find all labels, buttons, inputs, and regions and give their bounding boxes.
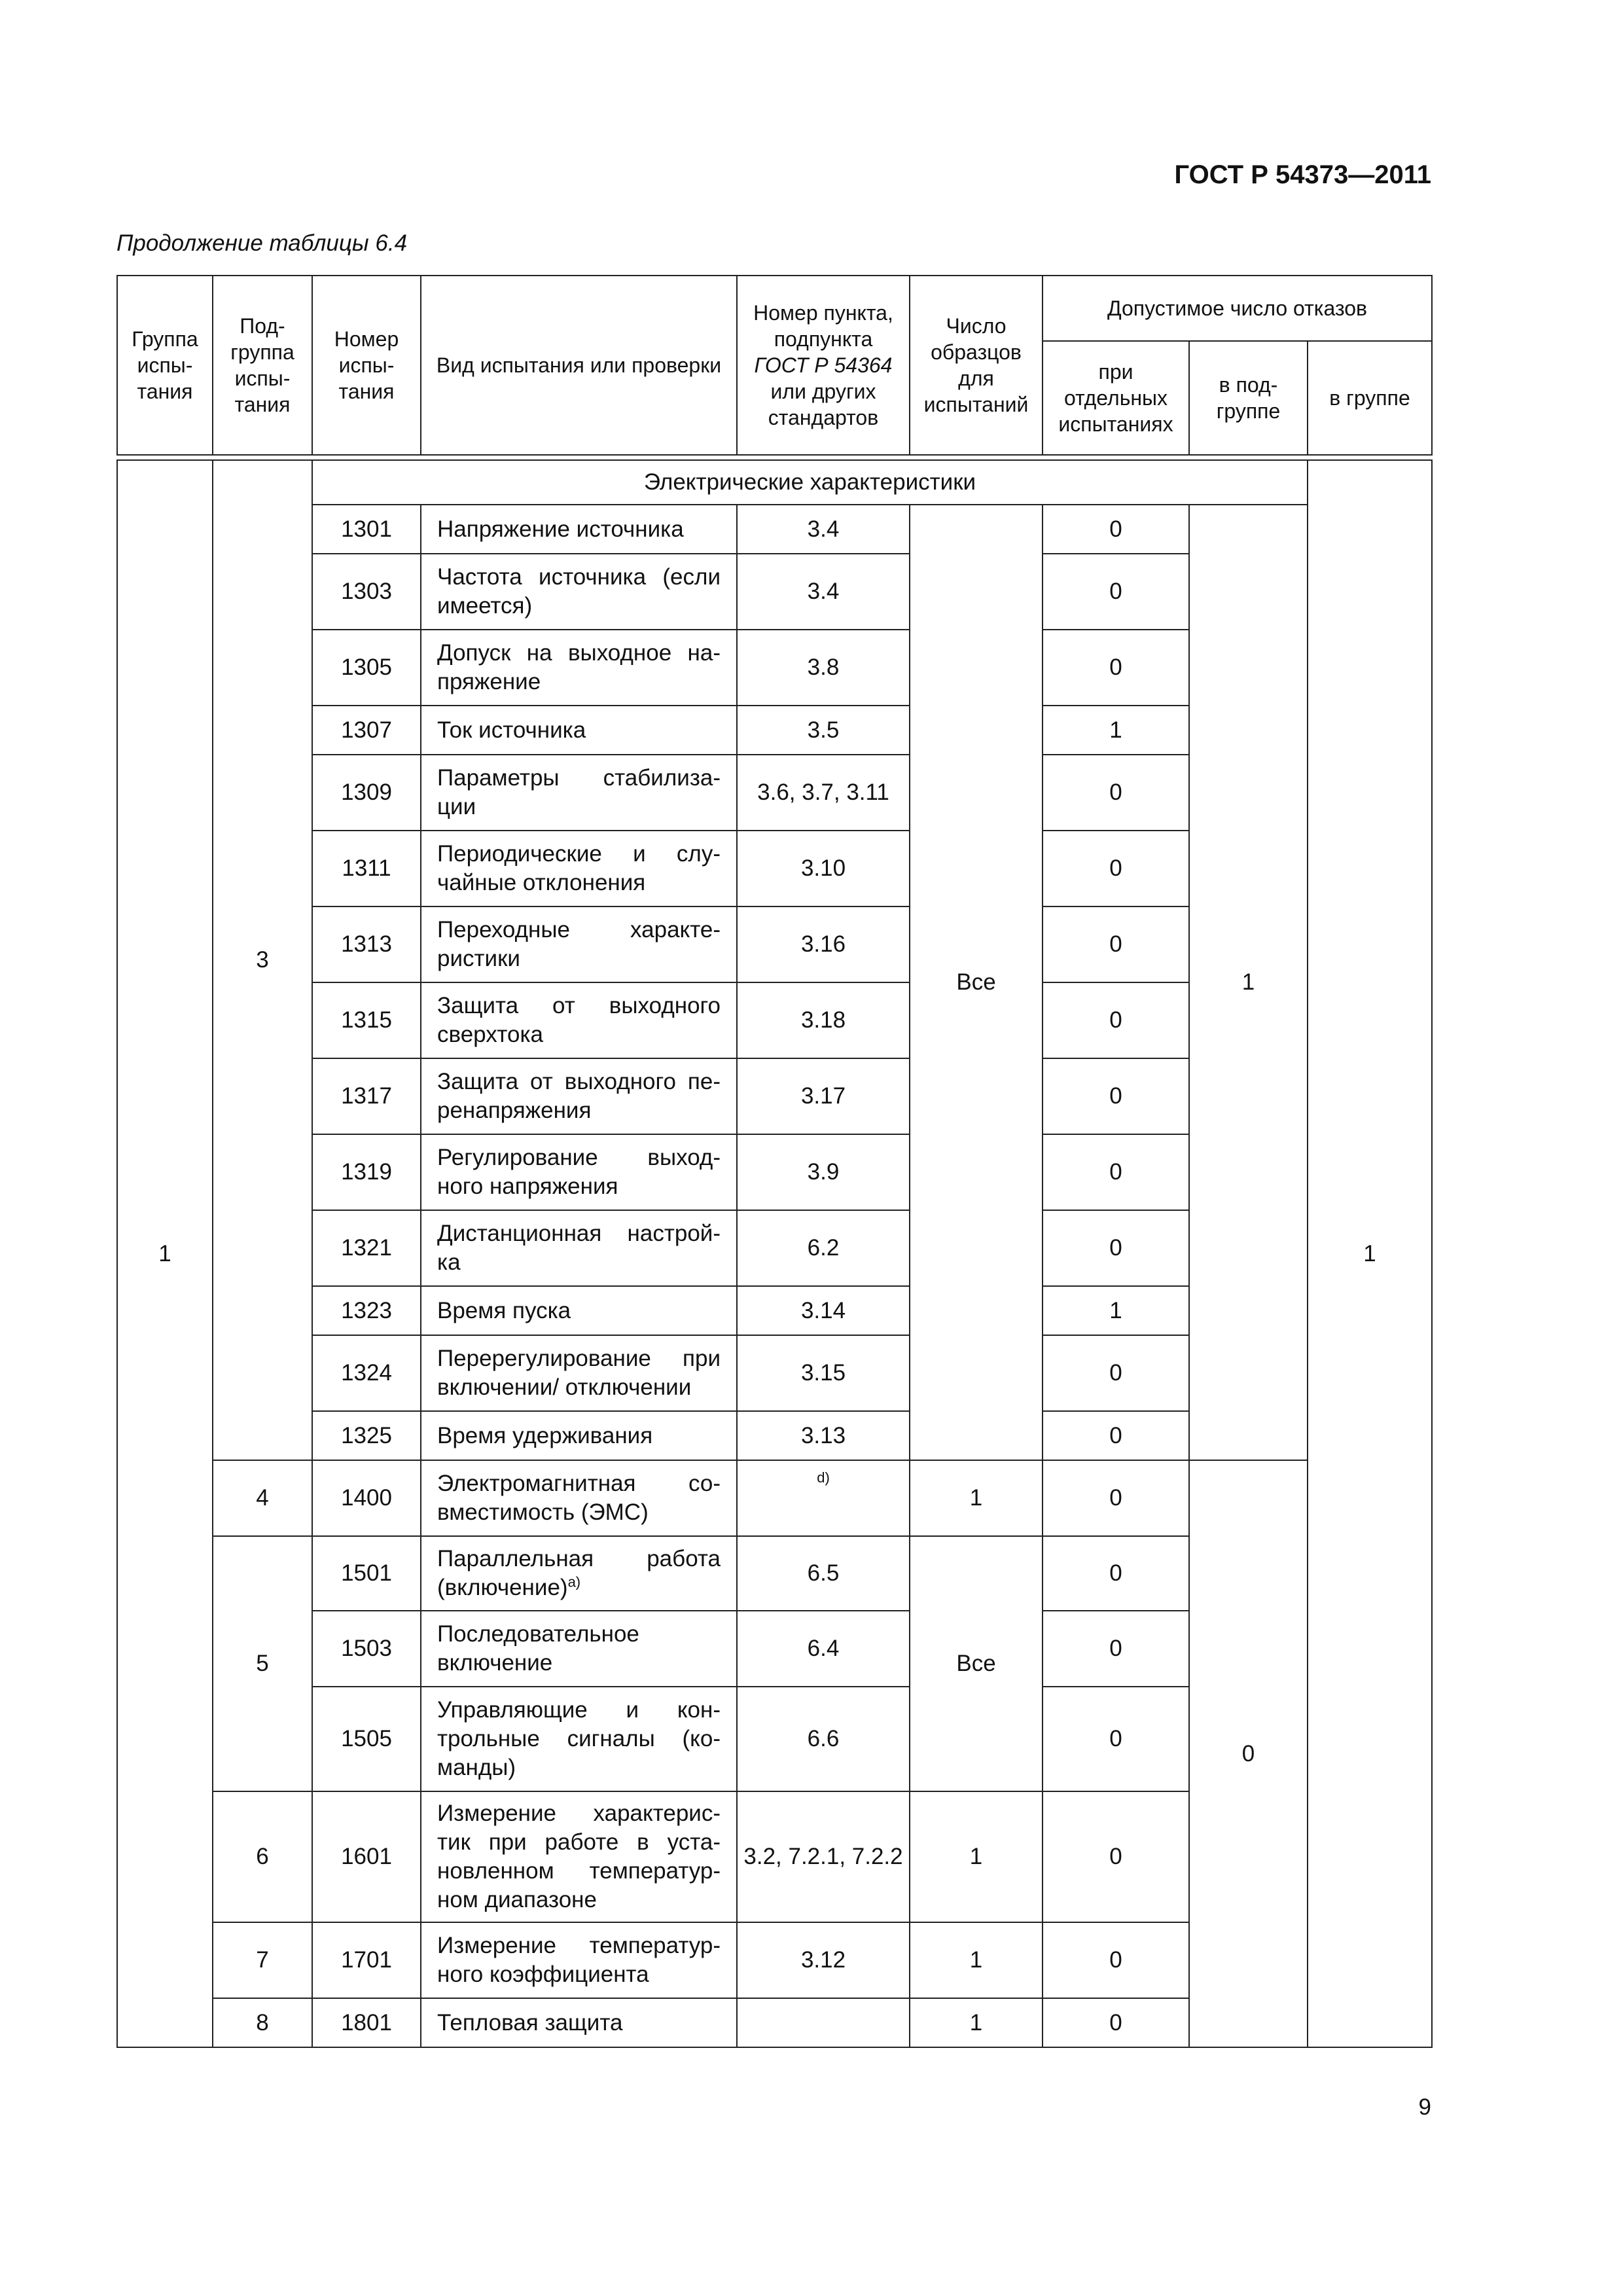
subgroup-fail-cell-3: 1: [1189, 505, 1308, 1460]
page-number: 9: [1418, 2094, 1431, 2120]
test-fail: 0: [1043, 1335, 1189, 1411]
test-fail: 0: [1043, 755, 1189, 831]
test-clause: [737, 1998, 910, 2047]
test-table: [116, 275, 1433, 2048]
test-number: 1301: [312, 505, 421, 554]
test-clause: 3.14: [737, 1286, 910, 1335]
test-samples: 1: [910, 1460, 1043, 1536]
test-description: Управляющие и кон-трольные сигналы (ко-манды): [421, 1687, 737, 1791]
test-description: Тепловая защита: [421, 1998, 737, 2047]
test-number: 1317: [312, 1058, 421, 1134]
samples-cell-3: Все: [910, 505, 1043, 1460]
test-clause: 6.4: [737, 1611, 910, 1687]
test-fail: 0: [1043, 1611, 1189, 1687]
test-fail: 0: [1043, 505, 1189, 554]
test-fail: 0: [1043, 1460, 1189, 1536]
test-description: Ток источника: [421, 706, 737, 755]
col-header-clause-std: ГОСТ Р 54364: [754, 353, 893, 377]
col-header-number: Номер испы-тания: [312, 276, 421, 455]
subgroup-cell-5: 5: [213, 1536, 312, 1791]
test-fail: 0: [1043, 982, 1189, 1058]
test-clause: 3.6, 3.7, 3.11: [737, 755, 910, 831]
col-header-fail-subgroup: в под-группе: [1189, 341, 1308, 455]
group-fail-cell: 1: [1308, 460, 1432, 2047]
test-description: Переходные характе-ристики: [421, 906, 737, 982]
col-header-subgroup: Под-группа испы-тания: [213, 276, 312, 455]
test-clause-footnote: d): [737, 1460, 910, 1536]
group-cell: 1: [117, 460, 213, 2047]
col-header-kind: Вид испытания или проверки: [421, 276, 737, 455]
test-fail: 0: [1043, 554, 1189, 630]
test-description: [421, 1536, 737, 1611]
test-number: 1321: [312, 1210, 421, 1286]
test-fail: 0: [1043, 1134, 1189, 1210]
test-number: 1801: [312, 1998, 421, 2047]
test-fail: 0: [1043, 831, 1189, 906]
col-header-fail-group: в группе: [1308, 341, 1432, 455]
test-clause: 3.4: [737, 554, 910, 630]
subgroup-cell-7: 7: [213, 1922, 312, 1998]
table-caption: Продолжение таблицы 6.4: [116, 230, 408, 256]
samples-cell-5: Все: [910, 1536, 1043, 1791]
col-header-clause-post: или других стандартов: [768, 380, 879, 429]
test-fail: 1: [1043, 706, 1189, 755]
test-number: 1313: [312, 906, 421, 982]
test-number: 1324: [312, 1335, 421, 1411]
test-fail: 0: [1043, 1411, 1189, 1460]
test-number: 1400: [312, 1460, 421, 1536]
section-title: Электрические характеристики: [312, 460, 1308, 505]
test-clause: 3.16: [737, 906, 910, 982]
test-clause: 6.5: [737, 1536, 910, 1611]
col-header-clause: [737, 276, 910, 455]
test-fail: 0: [1043, 1536, 1189, 1611]
test-clause: 3.4: [737, 505, 910, 554]
test-number: 1307: [312, 706, 421, 755]
test-clause: 6.6: [737, 1687, 910, 1791]
test-description: Регулирование выход-ного напряжения: [421, 1134, 737, 1210]
test-description: Параметры стабилиза-ции: [421, 755, 737, 831]
test-number: 1315: [312, 982, 421, 1058]
test-number: 1601: [312, 1791, 421, 1922]
test-description: Перерегулирование при включении/ отключении: [421, 1335, 737, 1411]
test-number: 1505: [312, 1687, 421, 1791]
test-fail: 0: [1043, 1210, 1189, 1286]
test-number: 1323: [312, 1286, 421, 1335]
test-description: Время удерживания: [421, 1411, 737, 1460]
test-clause: 6.2: [737, 1210, 910, 1286]
col-header-fail-single: при отдельных испытаниях: [1043, 341, 1189, 455]
col-header-failures: Допустимое число отказов: [1043, 276, 1432, 341]
test-number: 1305: [312, 630, 421, 706]
test-description: Дистанционная настрой-ка: [421, 1210, 737, 1286]
test-samples: 1: [910, 1922, 1043, 1998]
test-fail: 0: [1043, 1058, 1189, 1134]
test-clause: 3.13: [737, 1411, 910, 1460]
test-description: Время пуска: [421, 1286, 737, 1335]
test-number: 1503: [312, 1611, 421, 1687]
test-description: Измерение характерис-тик при работе в уста-новленном температур-ном диапазоне: [421, 1791, 737, 1922]
test-description: Защита от выходного сверхтока: [421, 982, 737, 1058]
footnote-mark: a): [567, 1573, 581, 1590]
test-fail: 0: [1043, 1687, 1189, 1791]
test-fail: 0: [1043, 1998, 1189, 2047]
test-number: 1325: [312, 1411, 421, 1460]
test-clause: 3.18: [737, 982, 910, 1058]
test-description: Напряжение источника: [421, 505, 737, 554]
test-fail: 0: [1043, 630, 1189, 706]
subgroup-cell-8: 8: [213, 1998, 312, 2047]
standard-code: ГОСТ Р 54373—2011: [1174, 160, 1431, 189]
col-header-clause-pre: Номер пункта, подпункта: [753, 301, 893, 351]
test-number: 1311: [312, 831, 421, 906]
test-description: Допуск на выходное на-пряжение: [421, 630, 737, 706]
test-clause: 3.17: [737, 1058, 910, 1134]
test-description: Измерение температур-ного коэффициента: [421, 1922, 737, 1998]
test-clause: 3.10: [737, 831, 910, 906]
test-description: Последовательное включение: [421, 1611, 737, 1687]
test-clause: 3.2, 7.2.1, 7.2.2: [737, 1791, 910, 1922]
test-description: Электромагнитная со-вместимость (ЭМС): [421, 1460, 737, 1536]
test-fail: 1: [1043, 1286, 1189, 1335]
test-number: 1303: [312, 554, 421, 630]
test-clause: 3.12: [737, 1922, 910, 1998]
test-samples: 1: [910, 1998, 1043, 2047]
header-separator: [117, 455, 1432, 460]
col-header-samples: Число образцов для испытаний: [910, 276, 1043, 455]
test-number: 1319: [312, 1134, 421, 1210]
test-clause: 3.8: [737, 630, 910, 706]
test-description: Периодические и слу-чайные отклонения: [421, 831, 737, 906]
test-number: 1701: [312, 1922, 421, 1998]
test-description: Частота источника (если имеется): [421, 554, 737, 630]
test-samples: 1: [910, 1791, 1043, 1922]
test-number: 1501: [312, 1536, 421, 1611]
col-header-group: Группа испы-тания: [117, 276, 213, 455]
subgroup-cell-6: 6: [213, 1791, 312, 1922]
test-fail: 0: [1043, 906, 1189, 982]
test-description-text: Параллельная работа (включение): [437, 1546, 721, 1600]
test-clause: 3.9: [737, 1134, 910, 1210]
test-fail: 0: [1043, 1791, 1189, 1922]
test-fail: 0: [1043, 1922, 1189, 1998]
test-clause: 3.5: [737, 706, 910, 755]
test-clause: 3.15: [737, 1335, 910, 1411]
test-number: 1309: [312, 755, 421, 831]
test-description: Защита от выходного пе-ренапряжения: [421, 1058, 737, 1134]
subgroup-cell-3: 3: [213, 460, 312, 1460]
subgroup-fail-cell-4-8: 0: [1189, 1460, 1308, 2047]
subgroup-cell-4: 4: [213, 1460, 312, 1536]
